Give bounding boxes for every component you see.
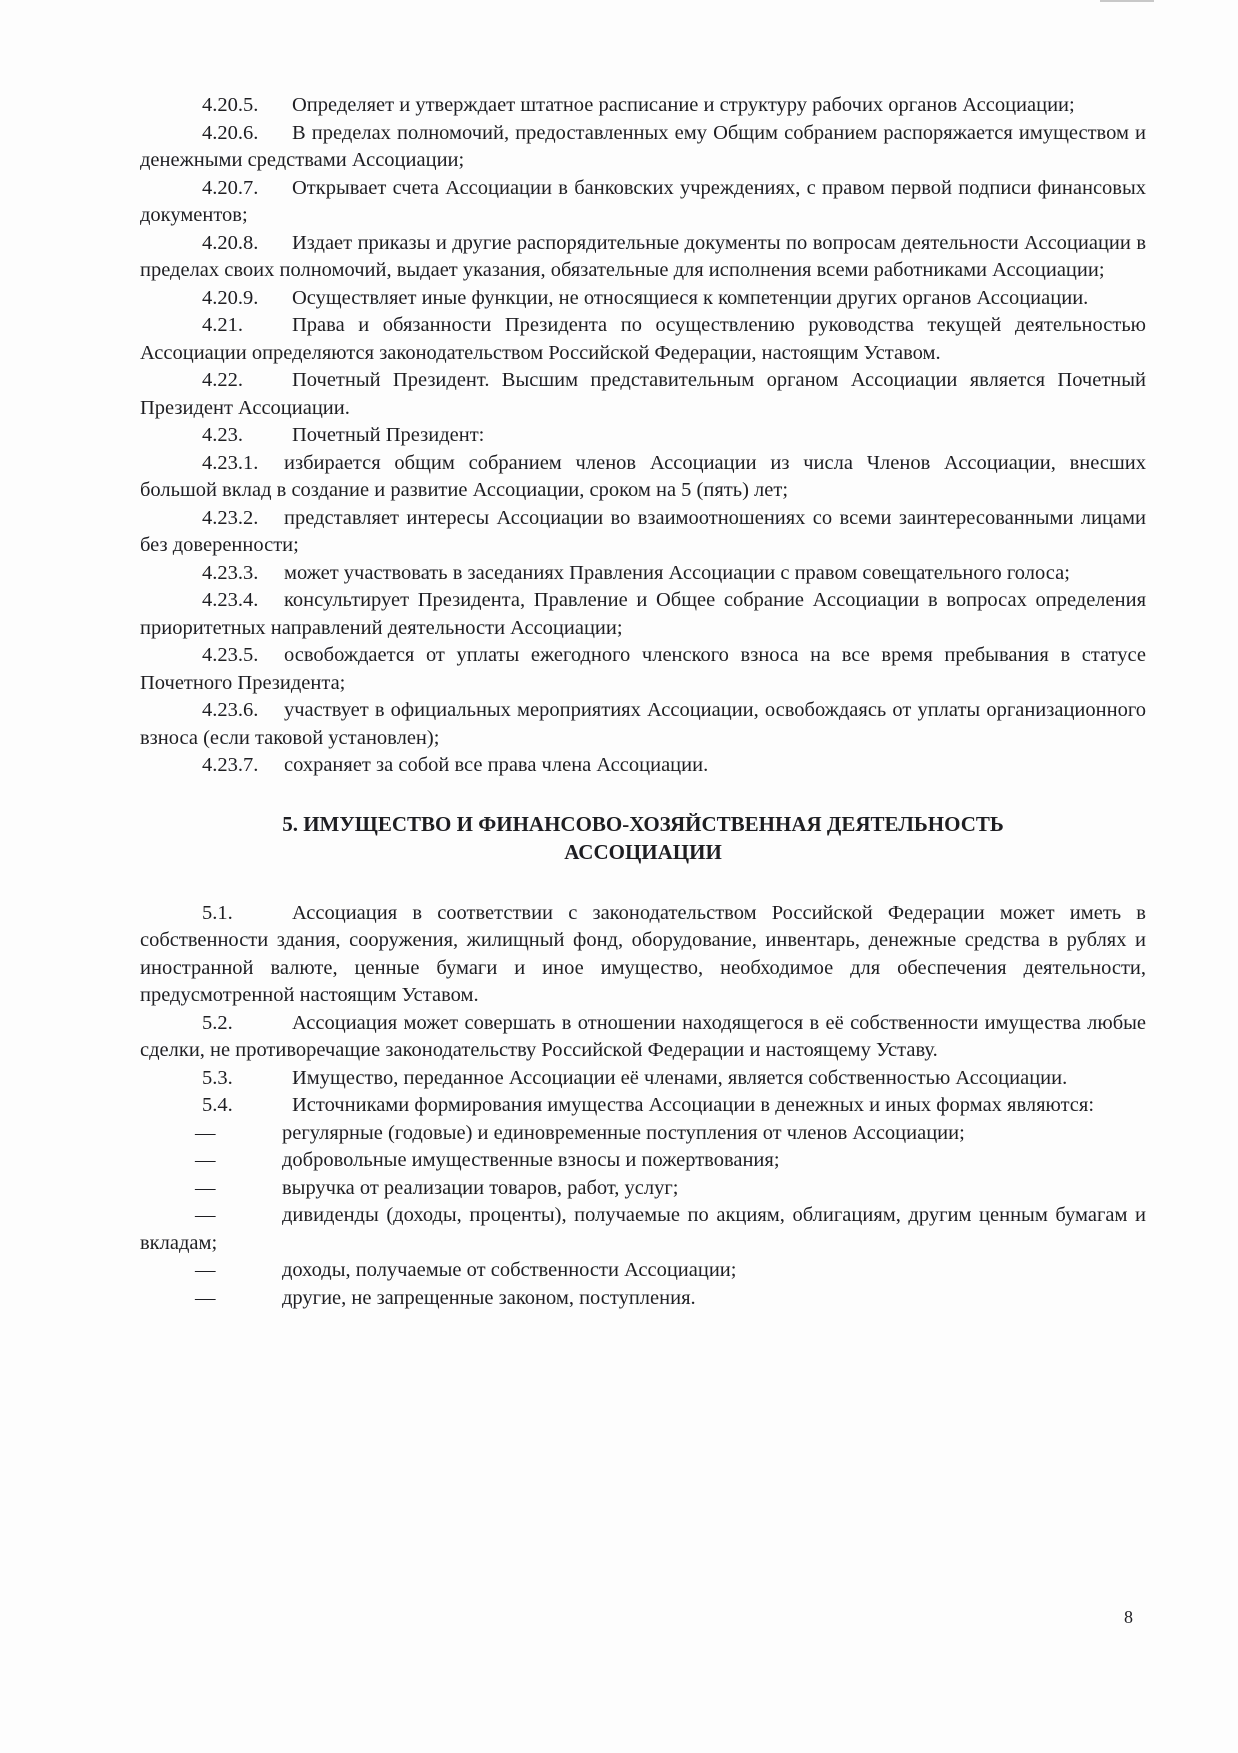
clauses-top <box>140 92 1146 780</box>
clause-4-20-7 <box>140 175 1146 230</box>
clause-text: может участвовать в заседаниях Правления Ассоциации с правом совещательного голоса; <box>284 561 1070 584</box>
dash-marker: — <box>195 1149 216 1171</box>
clause-text: освобождается от уплаты ежегодного членского взноса на все время пребывания в статусе Почетного Президента; <box>140 644 1146 694</box>
clauses-bottom <box>140 900 1146 1120</box>
section-heading-line-2: АССОЦИАЦИИ <box>564 839 722 864</box>
dash-marker: — <box>195 1286 216 1309</box>
clause-text: участвует в официальных мероприятиях Ассоциации, освобождаясь от уплаты организационного взноса (если таковой установлен); <box>140 699 1146 749</box>
clause-number: 4.20.7. <box>202 176 259 199</box>
clause-text: Издает приказы и другие распорядительные документы по вопросам деятельности Ассоциации в пределах своих полномочий, выдает указания, обязательные для исполнения всеми работниками Ассоциации; <box>140 231 1146 281</box>
clause-text: Открывает счета Ассоциации в банковских учреждениях, с правом первой подписи финансовых документов; <box>140 176 1146 226</box>
clause-5-4 <box>140 1092 1146 1120</box>
dash-marker: — <box>195 1204 216 1226</box>
section-heading-line-1: 5. ИМУЩЕСТВО И ФИНАНСОВО-ХОЗЯЙСТВЕННАЯ ДЕЯТЕЛЬНОСТЬ <box>282 811 1004 836</box>
clause-4-22 <box>140 367 1146 422</box>
clause-5-3 <box>140 1065 1146 1093</box>
clause-text: Права и обязанности Президента по осуществлению руководства текущей деятельностью Ассоциации определяются законодательством Российской Федерации, настоящим Уставом. <box>140 314 1146 364</box>
clause-number: 5.3. <box>202 1066 233 1089</box>
clause-text: сохраняет за собой все права члена Ассоциации. <box>284 754 709 776</box>
clause-4-20-6 <box>140 120 1146 175</box>
list-item <box>0 1175 1146 1203</box>
clause-number: 4.22. <box>202 369 243 391</box>
list-item <box>0 1120 1146 1148</box>
clause-4-21 <box>140 312 1146 367</box>
clause-number: 4.23. <box>202 424 243 446</box>
clause-text: Источниками формирования имущества Ассоциации в денежных и иных формах являются: <box>292 1094 1095 1116</box>
list-item <box>0 1147 1146 1175</box>
clause-4-23 <box>140 422 1146 450</box>
clause-4-23-1 <box>140 450 1146 505</box>
dash-marker: — <box>195 1259 216 1281</box>
list-item <box>0 1202 1146 1257</box>
clause-4-23-2 <box>140 505 1146 560</box>
clause-number: 4.23.3. <box>202 561 259 584</box>
scan-edge-mark <box>1100 0 1154 6</box>
list-item-text: регулярные (годовые) и единовременные поступления от членов Ассоциации; <box>282 1121 965 1144</box>
clause-text: представляет интересы Ассоциации во взаимоотношениях со всеми заинтересованными лицами без доверенности; <box>140 506 1146 556</box>
clause-4-20-9 <box>140 285 1146 313</box>
clause-5-2 <box>140 1010 1146 1065</box>
clause-4-23-7 <box>140 752 1146 780</box>
clause-4-20-5 <box>140 92 1146 120</box>
clause-text: избирается общим собранием членов Ассоциации из числа Членов Ассоциации, внесших большой вклад в создание и развитие Ассоциации, сроком на 5 (пять) лет; <box>140 451 1146 501</box>
clause-text: Ассоциация может совершать в отношении находящегося в её собственности имущества любые сделки, не противоречащие законодательству Российской Федерации и настоящему Уставу. <box>140 1011 1146 1061</box>
list-item-text: выручка от реализации товаров, работ, услуг; <box>282 1176 679 1199</box>
list-item-text: другие, не запрещенные законом, поступления. <box>282 1286 696 1309</box>
clause-4-23-4 <box>140 587 1146 642</box>
clause-number: 5.4. <box>202 1094 233 1116</box>
clause-text: Почетный Президент: <box>292 424 485 446</box>
section-heading <box>140 810 1146 866</box>
list-item <box>0 1285 1146 1313</box>
clause-text: Имущество, переданное Ассоциации её членами, является собственностью Ассоциации. <box>292 1066 1068 1089</box>
list-item-text: доходы, получаемые от собственности Ассоциации; <box>282 1259 737 1281</box>
clause-number: 5.2. <box>202 1011 233 1034</box>
clause-number: 4.21. <box>202 314 243 336</box>
dash-marker: — <box>195 1121 216 1144</box>
clause-number: 4.23.4. <box>202 589 259 611</box>
income-sources-list <box>140 1120 1146 1313</box>
page-number: 8 <box>1124 1607 1133 1627</box>
list-item-text: добровольные имущественные взносы и пожертвования; <box>282 1149 780 1171</box>
clause-number: 4.23.1. <box>202 451 259 474</box>
clause-number: 4.20.9. <box>202 286 259 309</box>
clause-text: консультирует Президента, Правление и Общее собрание Ассоциации в вопросах определения приоритетных направлений деятельности Ассоциации; <box>140 589 1146 639</box>
dash-marker: — <box>195 1176 216 1199</box>
list-item <box>0 1257 1146 1285</box>
clause-number: 4.20.6. <box>202 121 259 144</box>
clause-text: Определяет и утверждает штатное расписание и структуру рабочих органов Ассоциации; <box>292 94 1075 116</box>
clause-text: В пределах полномочий, предоставленных ему Общим собранием распоряжается имуществом и денежными средствами Ассоциации; <box>140 121 1146 171</box>
clause-number: 4.20.8. <box>202 231 259 254</box>
list-item-text: дивиденды (доходы, проценты), получаемые по акциям, облигациям, другим ценным бумагам и вкладам; <box>140 1204 1146 1254</box>
clause-4-20-8 <box>140 230 1146 285</box>
clause-number: 4.23.2. <box>202 506 259 529</box>
clause-number: 4.23.5. <box>202 644 259 666</box>
clause-4-23-6 <box>140 697 1146 752</box>
clause-text: Почетный Президент. Высшим представительным органом Ассоциации является Почетный Президент Ассоциации. <box>140 369 1146 419</box>
clause-4-23-5 <box>140 642 1146 697</box>
clause-number: 4.23.6. <box>202 699 259 721</box>
clause-text: Ассоциация в соответствии с законодательством Российской Федерации может иметь в собственности здания, сооружения, жилищный фонд, оборудование, инвентарь, денежные средства в рублях и иностранной валюте, ценные бумаги и иное имущество, необходимое для обеспечения деятельности, предусмотренной настоящим Уставом. <box>140 901 1146 1006</box>
clause-number: 4.23.7. <box>202 754 259 776</box>
clause-number: 5.1. <box>202 901 233 924</box>
clause-number: 4.20.5. <box>202 94 259 116</box>
clause-text: Осуществляет иные функции, не относящиеся к компетенции других органов Ассоциации. <box>292 286 1089 309</box>
clause-5-1 <box>140 900 1146 1010</box>
clause-4-23-3 <box>140 560 1146 588</box>
